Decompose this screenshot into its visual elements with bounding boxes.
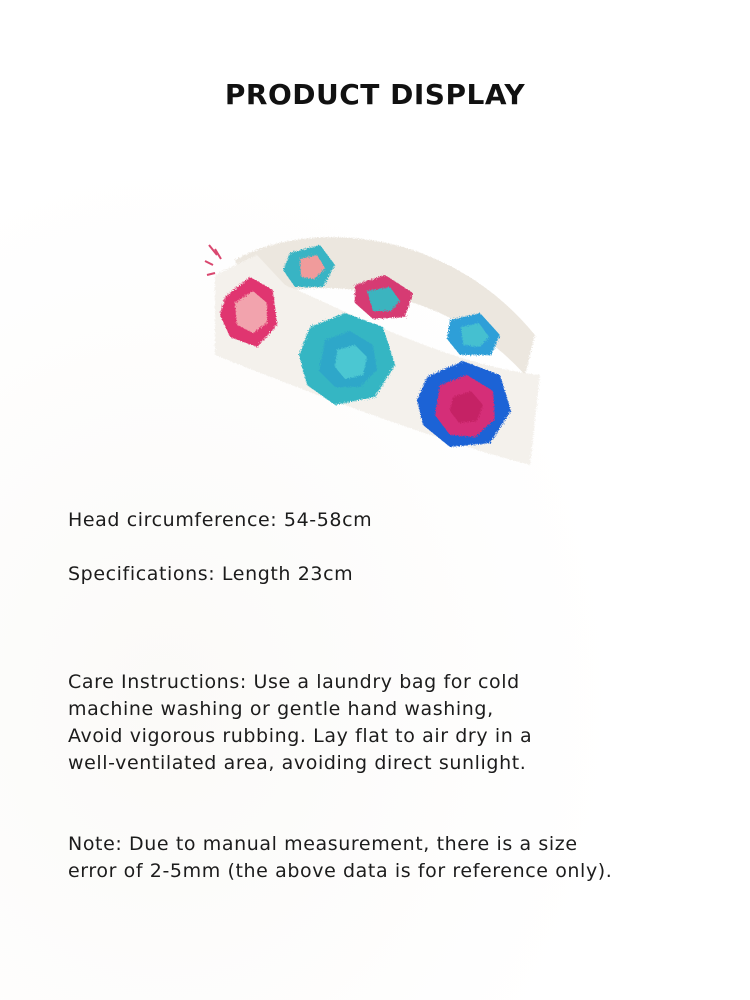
care-instructions-text: Care Instructions: Use a laundry bag for cold machine washing or gentle hand washing, Avoid vigorous rubbing. Lay flat to air dry in a well-ventilated area, avoiding direct sunlight. xyxy=(68,671,533,774)
product-image xyxy=(195,215,555,475)
specifications-text: Specifications: Length 23cm xyxy=(68,563,354,585)
head-circumference-text: Head circumference: 54-58cm xyxy=(68,509,373,531)
crochet-headband-icon xyxy=(195,215,555,475)
page-title: PRODUCT DISPLAY xyxy=(224,78,526,111)
note-text: Note: Due to manual measurement, there is a size error of 2-5mm (the above data is for reference only). xyxy=(68,833,613,882)
